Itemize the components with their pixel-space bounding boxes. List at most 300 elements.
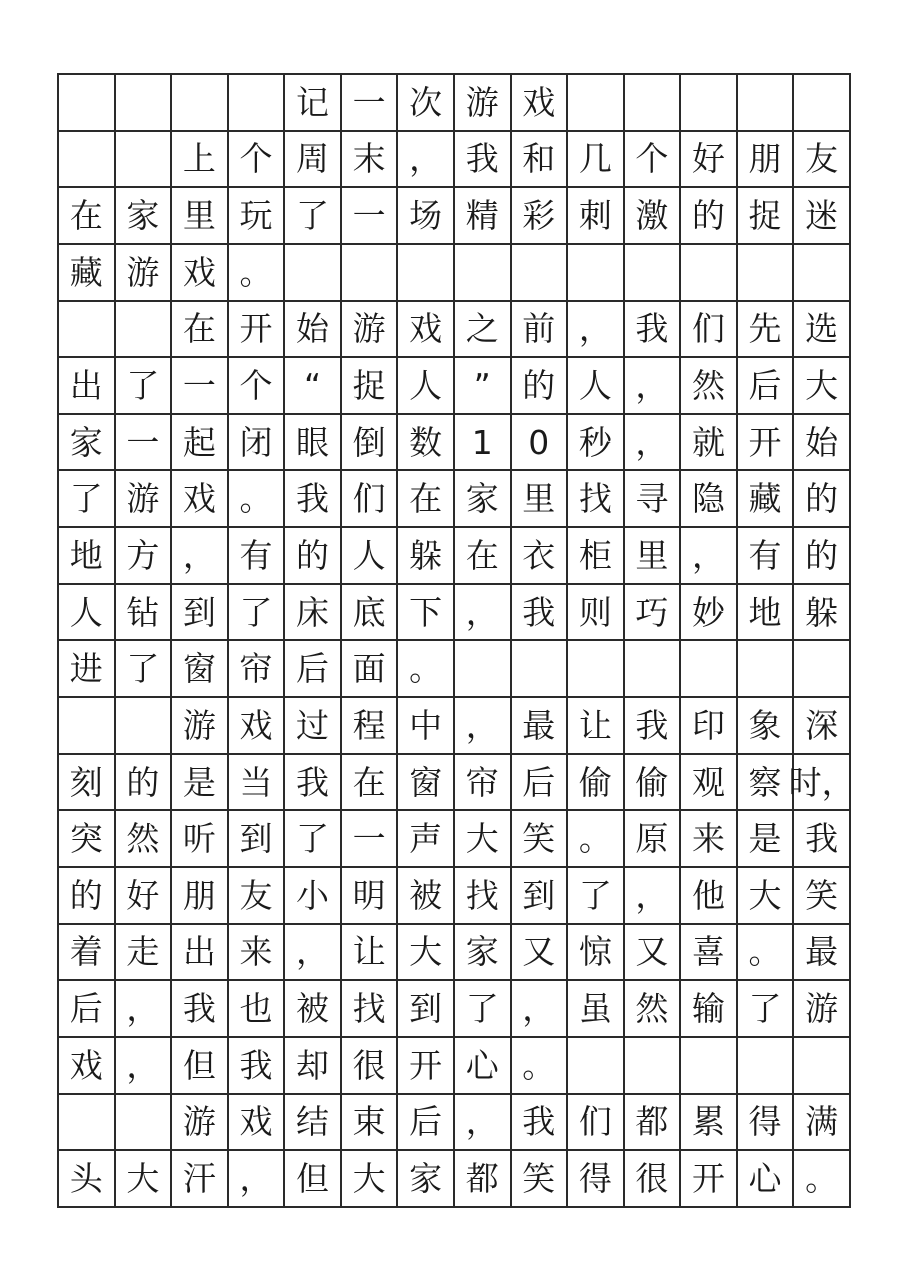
grid-cell: 戏 bbox=[170, 243, 227, 300]
grid-cell bbox=[736, 73, 793, 130]
grid-cell bbox=[227, 73, 284, 130]
grid-row bbox=[57, 866, 849, 923]
grid-cell: 累 bbox=[679, 1093, 736, 1150]
grid-cell: 戏 bbox=[57, 1036, 114, 1093]
grid-cell bbox=[283, 243, 340, 300]
grid-cell: 让 bbox=[566, 696, 623, 753]
grid-cell: 程 bbox=[340, 696, 397, 753]
grid-cell bbox=[623, 243, 680, 300]
grid-cell bbox=[679, 73, 736, 130]
grid-cell: 笑 bbox=[792, 866, 849, 923]
grid-cell: 家 bbox=[453, 923, 510, 980]
grid-cell: 大 bbox=[736, 866, 793, 923]
grid-cell: 找 bbox=[340, 979, 397, 1036]
grid-cell: 笑 bbox=[510, 809, 567, 866]
grid-cell: 上 bbox=[170, 130, 227, 187]
grid-cell: 友 bbox=[792, 130, 849, 187]
grid-cell: 的 bbox=[510, 356, 567, 413]
grid-cell: 开 bbox=[736, 413, 793, 470]
grid-cell: 们 bbox=[340, 469, 397, 526]
grid-cell: 开 bbox=[227, 300, 284, 357]
grid-cell: 大 bbox=[340, 1149, 397, 1206]
grid-cell bbox=[114, 300, 171, 357]
grid-cell: 里 bbox=[623, 526, 680, 583]
grid-cell: 在 bbox=[340, 753, 397, 810]
grid-cell: 0 bbox=[510, 413, 567, 470]
grid-row bbox=[57, 979, 849, 1036]
grid-cell: 我 bbox=[227, 1036, 284, 1093]
grid-cell: 来 bbox=[227, 923, 284, 980]
grid-cell: 之 bbox=[453, 300, 510, 357]
grid-cell: 捉 bbox=[340, 356, 397, 413]
grid-cell: 和 bbox=[510, 130, 567, 187]
grid-cell: 家 bbox=[453, 469, 510, 526]
grid-cell: 钻 bbox=[114, 583, 171, 640]
grid-cell: 方 bbox=[114, 526, 171, 583]
grid-row bbox=[57, 469, 849, 526]
grid-cell bbox=[566, 243, 623, 300]
grid-cell: 是 bbox=[736, 809, 793, 866]
grid-cell: 当 bbox=[227, 753, 284, 810]
grid-cell: 一 bbox=[340, 809, 397, 866]
grid-cell: 开 bbox=[396, 1036, 453, 1093]
grid-row bbox=[57, 300, 849, 357]
grid-cell: 帘 bbox=[453, 753, 510, 810]
grid-cell: 偷 bbox=[566, 753, 623, 810]
grid-cell: 后 bbox=[510, 753, 567, 810]
grid-cell: 在 bbox=[396, 469, 453, 526]
grid-row bbox=[57, 696, 849, 753]
grid-cell bbox=[340, 243, 397, 300]
grid-cell: ， bbox=[566, 300, 623, 357]
grid-cell: 底 bbox=[340, 583, 397, 640]
grid-cell: 次 bbox=[396, 73, 453, 130]
grid-cell: 来 bbox=[679, 809, 736, 866]
grid-cell: 我 bbox=[510, 583, 567, 640]
grid-cell: 在 bbox=[170, 300, 227, 357]
composition-grid bbox=[57, 73, 855, 1208]
grid-cell: 最 bbox=[510, 696, 567, 753]
grid-cell bbox=[792, 73, 849, 130]
grid-cell: 彩 bbox=[510, 186, 567, 243]
grid-cell: 秒 bbox=[566, 413, 623, 470]
grid-cell: 巧 bbox=[623, 583, 680, 640]
grid-cell: 起 bbox=[170, 413, 227, 470]
grid-row bbox=[57, 356, 849, 413]
grid-cell: 戏 bbox=[227, 696, 284, 753]
grid-cell: 让 bbox=[340, 923, 397, 980]
grid-cell: 末 bbox=[340, 130, 397, 187]
grid-cell: 汗 bbox=[170, 1149, 227, 1206]
grid-cell: 游 bbox=[170, 696, 227, 753]
grid-row bbox=[57, 1093, 849, 1150]
grid-row bbox=[57, 753, 855, 810]
grid-cell: 选 bbox=[792, 300, 849, 357]
grid-cell: 虽 bbox=[566, 979, 623, 1036]
grid-cell: 家 bbox=[114, 186, 171, 243]
grid-cell: 人 bbox=[566, 356, 623, 413]
grid-cell: 大 bbox=[453, 809, 510, 866]
grid-cell bbox=[57, 1093, 114, 1150]
grid-cell: 被 bbox=[283, 979, 340, 1036]
grid-cell: ， bbox=[114, 979, 171, 1036]
grid-cell: 游 bbox=[340, 300, 397, 357]
grid-row bbox=[57, 186, 849, 243]
grid-cell: 的 bbox=[792, 526, 849, 583]
grid-cell: ” bbox=[453, 356, 510, 413]
grid-cell bbox=[679, 1036, 736, 1093]
grid-cell bbox=[736, 243, 793, 300]
grid-cell: 则 bbox=[566, 583, 623, 640]
grid-cell: 游 bbox=[453, 73, 510, 130]
grid-cell: 后 bbox=[736, 356, 793, 413]
grid-cell bbox=[57, 696, 114, 753]
grid-cell bbox=[170, 73, 227, 130]
grid-cell bbox=[57, 300, 114, 357]
grid-cell: 藏 bbox=[736, 469, 793, 526]
grid-cell bbox=[57, 73, 114, 130]
grid-cell: 一 bbox=[170, 356, 227, 413]
grid-cell: ， bbox=[170, 526, 227, 583]
grid-cell: 大 bbox=[396, 923, 453, 980]
grid-cell: 找 bbox=[566, 469, 623, 526]
grid-cell: 出 bbox=[170, 923, 227, 980]
grid-cell: 到 bbox=[170, 583, 227, 640]
grid-cell bbox=[623, 73, 680, 130]
grid-cell: ， bbox=[453, 583, 510, 640]
grid-cell: 一 bbox=[114, 413, 171, 470]
grid-row bbox=[57, 639, 849, 696]
grid-cell: 寻 bbox=[623, 469, 680, 526]
grid-row bbox=[57, 583, 849, 640]
grid-cell: 也 bbox=[227, 979, 284, 1036]
grid-cell bbox=[736, 1036, 793, 1093]
grid-cell: 。 bbox=[227, 469, 284, 526]
grid-cell: 了 bbox=[57, 469, 114, 526]
grid-row bbox=[57, 130, 849, 187]
grid-cell: 笑 bbox=[510, 1149, 567, 1206]
grid-cell: 观 bbox=[679, 753, 736, 810]
grid-cell: 游 bbox=[170, 1093, 227, 1150]
grid-cell: 的 bbox=[114, 753, 171, 810]
grid-cell: 闭 bbox=[227, 413, 284, 470]
grid-cell bbox=[510, 243, 567, 300]
grid-cell: 束 bbox=[340, 1093, 397, 1150]
grid-cell: 中 bbox=[396, 696, 453, 753]
grid-cell: 朋 bbox=[736, 130, 793, 187]
grid-cell: 过 bbox=[283, 696, 340, 753]
grid-cell: 刻 bbox=[57, 753, 114, 810]
grid-cell: 很 bbox=[340, 1036, 397, 1093]
grid-cell: 找 bbox=[453, 866, 510, 923]
grid-cell: ， bbox=[453, 696, 510, 753]
grid-cell: 好 bbox=[114, 866, 171, 923]
grid-cell: 游 bbox=[114, 243, 171, 300]
grid-cell: 了 bbox=[114, 639, 171, 696]
grid-cell: 衣 bbox=[510, 526, 567, 583]
grid-cell: 深 bbox=[792, 696, 849, 753]
grid-cell bbox=[453, 639, 510, 696]
grid-cell: 数 bbox=[396, 413, 453, 470]
grid-cell: 激 bbox=[623, 186, 680, 243]
grid-cell: 有 bbox=[736, 526, 793, 583]
grid-cell: 但 bbox=[283, 1149, 340, 1206]
grid-cell: 都 bbox=[453, 1149, 510, 1206]
grid-cell bbox=[510, 639, 567, 696]
grid-cell: 友 bbox=[227, 866, 284, 923]
grid-cell: 我 bbox=[792, 809, 849, 866]
grid-cell: ， bbox=[623, 356, 680, 413]
grid-cell: ， bbox=[510, 979, 567, 1036]
grid-cell: 前 bbox=[510, 300, 567, 357]
grid-cell: 游 bbox=[114, 469, 171, 526]
grid-cell: 但 bbox=[170, 1036, 227, 1093]
grid-cell: 出 bbox=[57, 356, 114, 413]
grid-cell: ， bbox=[283, 923, 340, 980]
grid-cell: 听 bbox=[170, 809, 227, 866]
grid-cell: 。 bbox=[227, 243, 284, 300]
grid-cell: 眼 bbox=[283, 413, 340, 470]
grid-cell: 惊 bbox=[566, 923, 623, 980]
grid-cell: 印 bbox=[679, 696, 736, 753]
grid-cell: 我 bbox=[623, 300, 680, 357]
grid-cell: 隐 bbox=[679, 469, 736, 526]
grid-cell: 后 bbox=[57, 979, 114, 1036]
grid-cell: 喜 bbox=[679, 923, 736, 980]
grid-cell: 游 bbox=[792, 979, 849, 1036]
grid-cell: 就 bbox=[679, 413, 736, 470]
grid-cell: 小 bbox=[283, 866, 340, 923]
grid-cell: 又 bbox=[623, 923, 680, 980]
grid-cell: ， bbox=[227, 1149, 284, 1206]
grid-cell: 了 bbox=[283, 186, 340, 243]
grid-cell: 头 bbox=[57, 1149, 114, 1206]
grid-cell bbox=[114, 130, 171, 187]
grid-cell: 心 bbox=[736, 1149, 793, 1206]
grid-cell: 个 bbox=[623, 130, 680, 187]
grid-cell bbox=[114, 1093, 171, 1150]
grid-cell: 戏 bbox=[510, 73, 567, 130]
grid-cell: 先 bbox=[736, 300, 793, 357]
grid-cell: 了 bbox=[566, 866, 623, 923]
grid-cell: 好 bbox=[679, 130, 736, 187]
grid-cell: 躲 bbox=[396, 526, 453, 583]
grid-cell: 在 bbox=[453, 526, 510, 583]
grid-cell: 戏 bbox=[396, 300, 453, 357]
grid-cell: 了 bbox=[114, 356, 171, 413]
grid-cell: 帘 bbox=[227, 639, 284, 696]
grid-cell bbox=[396, 243, 453, 300]
grid-cell: 到 bbox=[510, 866, 567, 923]
grid-cell: 他 bbox=[679, 866, 736, 923]
grid-cell: 了 bbox=[283, 809, 340, 866]
grid-cell: 满 bbox=[792, 1093, 849, 1150]
grid-cell: 突 bbox=[57, 809, 114, 866]
grid-cell: 。 bbox=[396, 639, 453, 696]
grid-cell: 朋 bbox=[170, 866, 227, 923]
grid-cell: ， bbox=[623, 866, 680, 923]
grid-cell: 被 bbox=[396, 866, 453, 923]
grid-row bbox=[57, 526, 849, 583]
grid-cell: 刺 bbox=[566, 186, 623, 243]
grid-cell: 人 bbox=[340, 526, 397, 583]
grid-cell: 床 bbox=[283, 583, 340, 640]
grid-cell: 得 bbox=[736, 1093, 793, 1150]
grid-row bbox=[57, 923, 849, 980]
grid-cell: 又 bbox=[510, 923, 567, 980]
grid-cell: 最 bbox=[792, 923, 849, 980]
grid-cell bbox=[453, 243, 510, 300]
grid-cell: 。 bbox=[736, 923, 793, 980]
grid-cell: 。 bbox=[566, 809, 623, 866]
grid-cell: 我 bbox=[510, 1093, 567, 1150]
grid-cell: 的 bbox=[57, 866, 114, 923]
grid-cell: 了 bbox=[227, 583, 284, 640]
grid-cell: 始 bbox=[283, 300, 340, 357]
grid-cell: 迷 bbox=[792, 186, 849, 243]
grid-cell: 倒 bbox=[340, 413, 397, 470]
grid-cell: 戏 bbox=[170, 469, 227, 526]
grid-cell: 是 bbox=[170, 753, 227, 810]
grid-cell: 精 bbox=[453, 186, 510, 243]
grid-cell: 。 bbox=[792, 1149, 849, 1206]
grid-cell: 然 bbox=[114, 809, 171, 866]
grid-cell: 人 bbox=[396, 356, 453, 413]
grid-cell: 我 bbox=[283, 469, 340, 526]
grid-row bbox=[57, 243, 849, 300]
grid-cell: 我 bbox=[453, 130, 510, 187]
grid-cell: 我 bbox=[283, 753, 340, 810]
grid-cell: 们 bbox=[566, 1093, 623, 1150]
grid-cell: 进 bbox=[57, 639, 114, 696]
grid-cell: ， bbox=[679, 526, 736, 583]
grid-cell: 一 bbox=[340, 186, 397, 243]
grid-cell bbox=[114, 696, 171, 753]
grid-cell bbox=[792, 243, 849, 300]
grid-cell: 到 bbox=[396, 979, 453, 1036]
grid-cell: 1 bbox=[453, 413, 510, 470]
grid-cell: 了 bbox=[453, 979, 510, 1036]
grid-cell: 声 bbox=[396, 809, 453, 866]
grid-cell: 们 bbox=[679, 300, 736, 357]
grid-cell: 象 bbox=[736, 696, 793, 753]
grid-cell: “ bbox=[283, 356, 340, 413]
grid-cell: 我 bbox=[170, 979, 227, 1036]
grid-cell bbox=[679, 639, 736, 696]
grid-cell bbox=[57, 130, 114, 187]
grid-cell bbox=[623, 639, 680, 696]
grid-cell: ， bbox=[396, 130, 453, 187]
grid-cell: 窗 bbox=[170, 639, 227, 696]
grid-cell bbox=[566, 1036, 623, 1093]
grid-cell bbox=[792, 639, 849, 696]
grid-cell: 大 bbox=[114, 1149, 171, 1206]
grid-cell: 后 bbox=[283, 639, 340, 696]
grid-cell: 人 bbox=[57, 583, 114, 640]
grid-cell: 很 bbox=[623, 1149, 680, 1206]
grid-cell: 藏 bbox=[57, 243, 114, 300]
grid-row bbox=[57, 1149, 849, 1206]
grid-cell: 记 bbox=[283, 73, 340, 130]
grid-cell: 几 bbox=[566, 130, 623, 187]
grid-cell: 。 bbox=[510, 1036, 567, 1093]
grid-cell: 个 bbox=[227, 130, 284, 187]
grid-cell: 里 bbox=[170, 186, 227, 243]
grid-cell: 大 bbox=[792, 356, 849, 413]
grid-cell: 心 bbox=[453, 1036, 510, 1093]
grid-cell: 原 bbox=[623, 809, 680, 866]
grid-cell bbox=[792, 1036, 849, 1093]
grid-cell bbox=[566, 73, 623, 130]
grid-cell: 玩 bbox=[227, 186, 284, 243]
grid-cell: 躲 bbox=[792, 583, 849, 640]
grid-cell bbox=[736, 639, 793, 696]
grid-cell: 一 bbox=[340, 73, 397, 130]
grid-cell: 下 bbox=[396, 583, 453, 640]
grid-cell: 窗 bbox=[396, 753, 453, 810]
grid-cell bbox=[623, 1036, 680, 1093]
grid-cell: 得 bbox=[566, 1149, 623, 1206]
grid-cell: 着 bbox=[57, 923, 114, 980]
grid-cell: 地 bbox=[736, 583, 793, 640]
grid-cell: 面 bbox=[340, 639, 397, 696]
grid-cell: 输 bbox=[679, 979, 736, 1036]
grid-cell bbox=[679, 243, 736, 300]
grid-cell: 结 bbox=[283, 1093, 340, 1150]
grid-row bbox=[57, 1036, 849, 1093]
grid-cell: 都 bbox=[623, 1093, 680, 1150]
grid-cell: 个 bbox=[227, 356, 284, 413]
grid-cell: 有 bbox=[227, 526, 284, 583]
grid-cell: 后 bbox=[396, 1093, 453, 1150]
grid-cell: 始 bbox=[792, 413, 849, 470]
grid-cell: ， bbox=[623, 413, 680, 470]
grid-cell: 家 bbox=[57, 413, 114, 470]
grid-row bbox=[57, 413, 849, 470]
grid-cell bbox=[114, 73, 171, 130]
grid-cell: 却 bbox=[283, 1036, 340, 1093]
grid-cell: 到 bbox=[227, 809, 284, 866]
grid-cell bbox=[566, 639, 623, 696]
grid-cell: ， bbox=[453, 1093, 510, 1150]
grid-cell: 明 bbox=[340, 866, 397, 923]
grid-cell: 场 bbox=[396, 186, 453, 243]
grid-cell: 里 bbox=[510, 469, 567, 526]
grid-row bbox=[57, 73, 849, 130]
grid-cell: 在 bbox=[57, 186, 114, 243]
grid-cell: 的 bbox=[283, 526, 340, 583]
grid-cell: 察 bbox=[736, 753, 793, 810]
grid-cell: 家 bbox=[396, 1149, 453, 1206]
grid-cell: 了 bbox=[736, 979, 793, 1036]
grid-cell: 然 bbox=[679, 356, 736, 413]
grid-row bbox=[57, 809, 849, 866]
grid-cell: 柜 bbox=[566, 526, 623, 583]
grid-cell: 戏 bbox=[227, 1093, 284, 1150]
grid-cell: 开 bbox=[679, 1149, 736, 1206]
grid-cell: 妙 bbox=[679, 583, 736, 640]
grid-cell: 我 bbox=[623, 696, 680, 753]
grid-cell: 的 bbox=[679, 186, 736, 243]
grid-cell: ， bbox=[114, 1036, 171, 1093]
grid-cell: 走 bbox=[114, 923, 171, 980]
grid-cell: 偷 bbox=[623, 753, 680, 810]
grid-cell: 然 bbox=[623, 979, 680, 1036]
grid-cell: 捉 bbox=[736, 186, 793, 243]
grid-cell: 的 bbox=[792, 469, 849, 526]
grid-cell: 时， bbox=[792, 753, 849, 810]
grid-cell: 地 bbox=[57, 526, 114, 583]
